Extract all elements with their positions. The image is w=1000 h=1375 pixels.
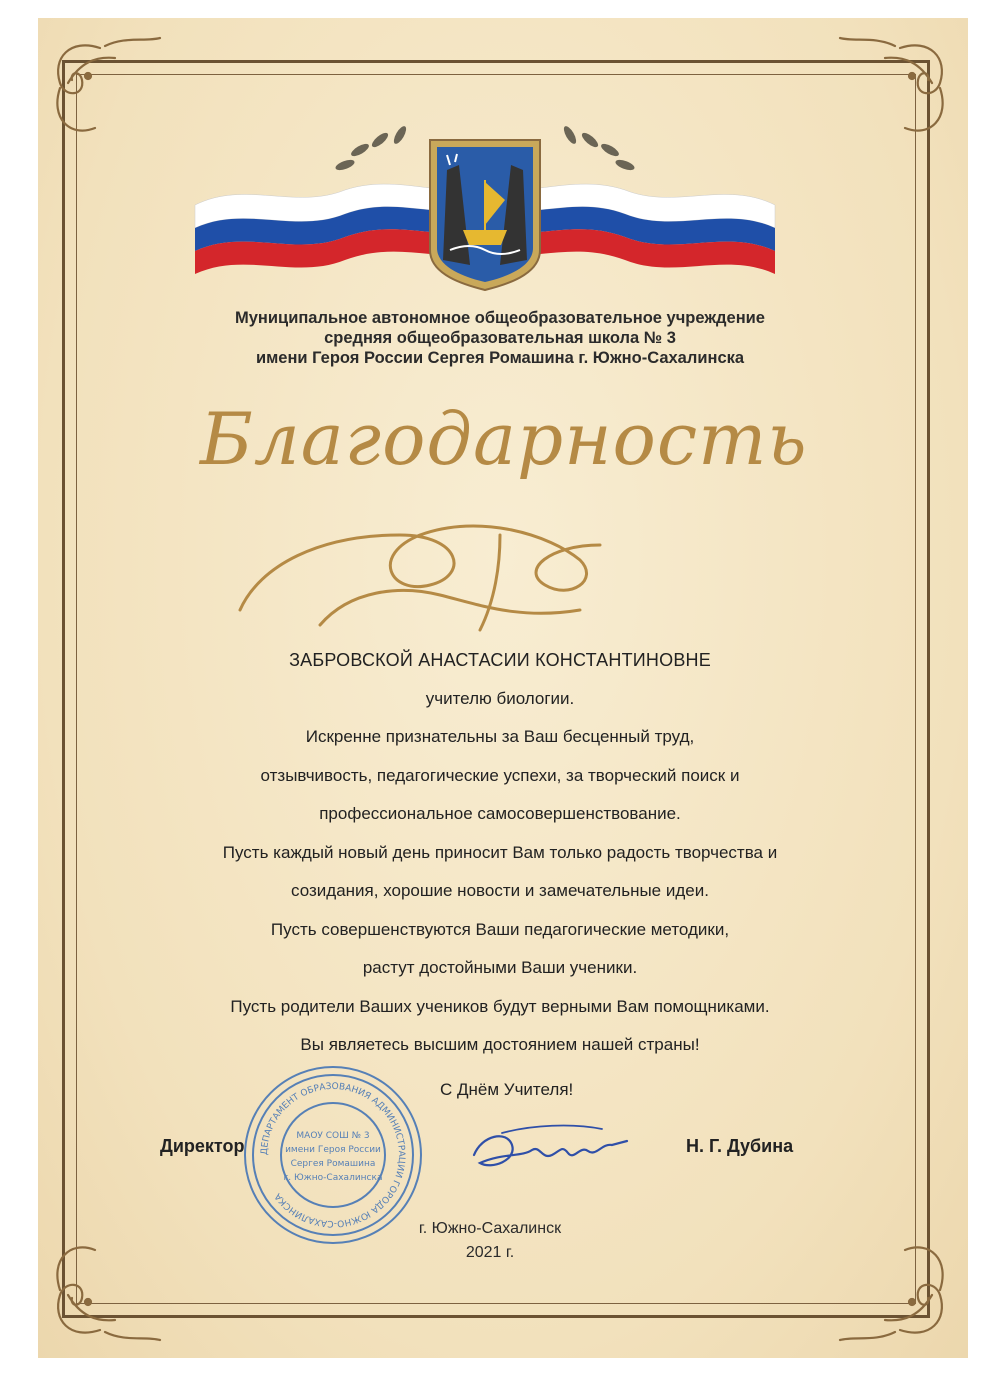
body-line: Искренне признательны за Ваш бесценный труд,: [305, 727, 695, 746]
corner-ornament-icon: [40, 1200, 190, 1350]
stamp-inner-line: имени Героя России: [285, 1145, 381, 1155]
corner-ornament-icon: [40, 28, 190, 178]
institution-line-1: Муниципальное автономное общеобразовательное учреждение: [235, 309, 765, 327]
body-line: растут достойными Ваши ученики.: [362, 958, 638, 977]
recipient-name: ЗАБРОВСКОЙ АНАСТАСИИ КОНСТАНТИНОВНЕ: [289, 650, 711, 670]
director-signature: [462, 1115, 632, 1185]
body-line: профессиональное самосовершенствование.: [319, 804, 681, 823]
body-line: Пусть совершенствуются Ваши педагогические методики,: [270, 919, 730, 939]
russian-flag-right: [540, 184, 775, 274]
corner-ornament-icon: [810, 1200, 960, 1350]
institution-name: [120, 308, 880, 368]
russian-flag-left: [195, 184, 430, 274]
year: 2021 г.: [465, 1244, 515, 1261]
certificate-title-block: [200, 385, 808, 645]
certificate-body: [130, 645, 870, 1069]
stamp-inner-line: г. Южно-Сахалинска: [283, 1173, 383, 1183]
body-line: Пусть каждый новый день приносит Вам только радость творчества и: [222, 842, 778, 862]
director-name: Н. Г. Дубина: [686, 1136, 794, 1156]
title-flourish-icon: [200, 385, 808, 645]
body-line: отзывчивость, педагогические успехи, за творческий поиск и: [260, 765, 740, 785]
body-line: Пусть родители Ваших учеников будут верными Вам помощниками.: [230, 996, 770, 1016]
stamp-inner-line: Сергея Ромашина: [290, 1159, 376, 1169]
recipient-position: учителю биологии.: [425, 688, 575, 708]
body-line: созидания, хорошие новости и замечательные идеи.: [291, 881, 709, 900]
body-line: Вы являетесь высшим достоянием нашей страны!: [300, 1035, 700, 1054]
certificate-title: Благодарность: [200, 397, 808, 481]
corner-ornament-icon: [810, 28, 960, 178]
greeting: С Днём Учителя!: [440, 1080, 574, 1099]
director-label: Директор: [160, 1136, 245, 1156]
emblem-with-flag: [185, 110, 785, 295]
city: г. Южно-Сахалинск: [418, 1220, 562, 1237]
city-coat-of-arms-icon: [430, 140, 540, 290]
institution-line-2: средняя общеобразовательная школа № 3: [324, 329, 676, 347]
stamp-inner-line: МАОУ СОШ № 3: [296, 1131, 370, 1141]
stamp-outer-text: ДЕПАРТАМЕНТ ОБРАЗОВАНИЯ АДМИНИСТРАЦИИ ГОРОДА ЮЖНО-САХАЛИНСКА: [259, 1081, 407, 1229]
institution-line-3: имени Героя России Сергея Ромашина г. Южно-Сахалинска: [255, 349, 745, 367]
